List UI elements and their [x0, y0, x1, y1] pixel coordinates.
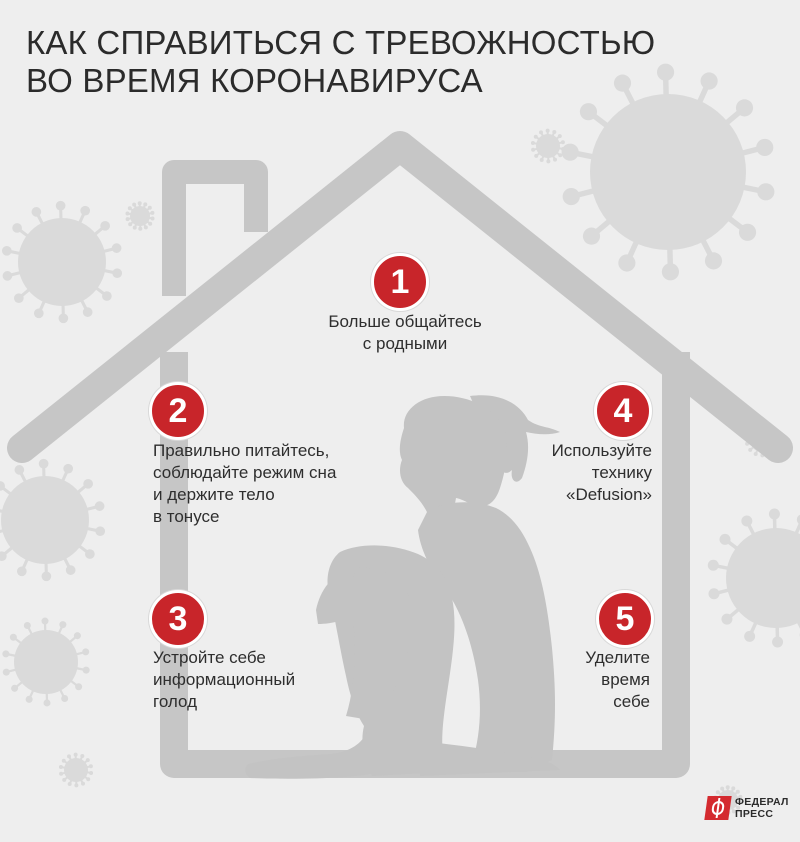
coronavirus-icon [708, 509, 800, 648]
coronavirus-icon [2, 201, 122, 323]
tip-5-text: Уделите время себе [585, 648, 650, 711]
coronavirus-icon [125, 201, 154, 231]
tip-2 [153, 440, 383, 528]
coronavirus-icon [531, 129, 565, 164]
tip-2-text: Правильно питайтесь, соблюдайте режим сна и держите тело в тонусе [153, 441, 337, 526]
title-line-2: ВО ВРЕМЯ КОРОНАВИРУСА [26, 62, 483, 99]
logo-line-2: ПРЕСС [735, 808, 774, 820]
federal-press-logo-icon [704, 796, 731, 820]
coronavirus-icon [0, 459, 105, 581]
tip-4 [500, 440, 652, 506]
coronavirus-icon [59, 753, 93, 788]
tip-4-number-badge: 4 [594, 382, 652, 440]
tip-2-number-badge: 2 [149, 382, 207, 440]
tip-3 [153, 647, 353, 713]
page-title [26, 24, 655, 100]
tip-3-number-badge: 3 [149, 590, 207, 648]
tip-4-text: Используйте технику «Defusion» [551, 441, 652, 504]
federal-press-logo [706, 796, 789, 820]
tip-1-number-badge: 1 [371, 253, 429, 311]
tip-1-text: Больше общайтесь с родными [328, 312, 482, 353]
coronavirus-icon [2, 618, 89, 707]
tip-5-number-badge: 5 [596, 590, 654, 648]
logo-line-1: ФЕДЕРАЛ [735, 796, 789, 808]
tip-5 [530, 647, 650, 713]
federal-press-logo-text [735, 796, 789, 820]
tip-1 [300, 311, 510, 355]
tip-3-text: Устройте себе информационный голод [153, 648, 296, 711]
title-line-1: КАК СПРАВИТЬСЯ С ТРЕВОЖНОСТЬЮ [26, 24, 656, 61]
